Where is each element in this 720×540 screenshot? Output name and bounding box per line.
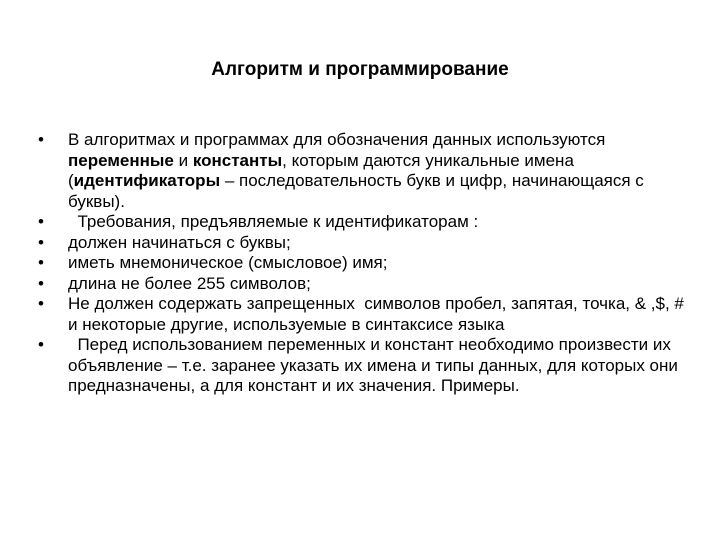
bullet-text: иметь мнемоническое (смысловое) имя;	[68, 253, 388, 272]
bullet-item-forbidden-symbols	[38, 294, 688, 335]
slide-title: Алгоритм и программирование	[211, 59, 509, 80]
bullet-icon: •	[38, 294, 44, 313]
bullet-item-start-letter	[38, 233, 688, 254]
bullet-item-length	[38, 274, 688, 295]
bold-term-identifiers: идентификаторы	[73, 171, 221, 190]
bullet-icon: •	[38, 130, 44, 149]
bold-term-variables: переменные	[68, 150, 174, 170]
bold-term-constants: константы	[192, 150, 283, 170]
bullet-text: должен начинаться с буквы;	[68, 232, 291, 252]
bullet-icon: •	[38, 335, 44, 354]
bullet-icon: •	[38, 212, 44, 231]
bullet-text: Требования, предъявляемые к идентификаторам :	[68, 212, 479, 231]
bullet-icon: •	[38, 273, 44, 293]
bullet-text: Не должен содержать запрещенных символов пробел, запятая, точка, & ,$, # и некоторые другие, используемые в синтаксисе языка	[68, 294, 689, 334]
bullet-item-declaration	[38, 335, 688, 397]
bullet-icon: •	[38, 253, 44, 272]
bullet-list	[38, 130, 688, 397]
bullet-text: Перед использованием переменных и констант необходимо произвести их объявление – т.е. заранее указать их имена и типы данных, для которых они предназначены, а для констант и их значения. Примеры.	[68, 335, 683, 395]
bullet-item-mnemonic	[38, 253, 688, 274]
bullet-icon: •	[38, 232, 44, 252]
bullet-text: длина не более 255 символов;	[68, 273, 311, 293]
bullet-item-data-naming	[38, 130, 688, 212]
bullet-text: В алгоритмах и программах для обозначения данных используются переменные и константы, которым даются уникальные имена (идентификаторы – последовательность букв и цифр, начинающаяся с буквы).	[68, 130, 644, 211]
bullet-item-requirements	[38, 212, 688, 233]
